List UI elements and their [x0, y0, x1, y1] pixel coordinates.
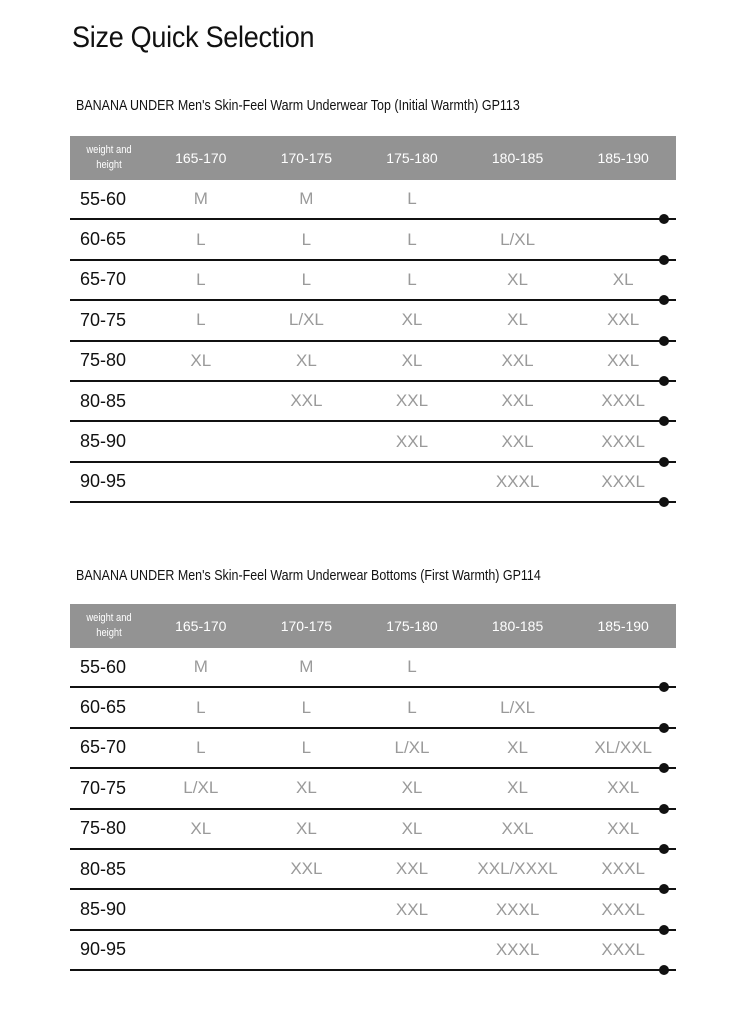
size-table-top [70, 136, 676, 503]
size-cell: XXL [501, 818, 534, 838]
row-label: 55-60 [80, 656, 127, 677]
size-cell: XL [295, 350, 317, 370]
column-header: 175-180 [386, 150, 438, 166]
size-cell: M [193, 189, 208, 209]
size-cell: XL [507, 737, 528, 757]
size-cell: XXXL [601, 899, 645, 919]
row-label: 80-85 [80, 858, 127, 879]
row-label: 85-90 [80, 899, 127, 920]
size-cell: XL [401, 310, 423, 330]
size-cell: L [301, 737, 312, 757]
size-cell: L [407, 269, 417, 289]
row-label: 70-75 [80, 309, 127, 330]
row-label: 60-65 [80, 697, 127, 718]
size-cell: XL [401, 350, 423, 370]
row-label: 85-90 [80, 431, 127, 452]
size-cell: XXL [501, 431, 534, 451]
column-header: 165-170 [175, 618, 227, 634]
size-cell: L [407, 189, 417, 209]
size-cell: XL [507, 310, 528, 330]
size-cell: XL/XXL [594, 737, 652, 757]
size-cell: XL [507, 269, 528, 289]
table-row [70, 342, 676, 382]
size-cell: M [299, 657, 314, 677]
size-cell: XXL [395, 859, 429, 879]
table-row [70, 890, 676, 930]
table-row [70, 422, 676, 462]
corner-label: weight and height [86, 144, 132, 171]
column-header: 185-190 [597, 618, 649, 634]
size-cell: L [196, 697, 206, 717]
size-cell: XXL [395, 899, 429, 919]
column-header: 170-175 [280, 618, 333, 634]
column-header: 180-185 [491, 150, 544, 166]
size-cell: XXXL [495, 939, 540, 959]
row-label: 80-85 [80, 390, 127, 411]
size-cell: XXXL [601, 391, 645, 411]
table-row [70, 931, 676, 971]
column-header: 180-185 [491, 618, 544, 634]
size-cell: L/XL [500, 229, 536, 249]
size-cell: L/XL [394, 737, 430, 757]
size-cell: XXL [395, 391, 429, 411]
table-row [70, 810, 676, 850]
size-cell: XXXL [495, 471, 540, 491]
size-cell: L [407, 657, 417, 677]
corner-label: weight and height [86, 612, 132, 639]
table-row [70, 648, 676, 688]
table-row [70, 688, 676, 728]
size-cell: L/XL [183, 778, 219, 798]
size-cell: XL [612, 269, 634, 289]
column-header: 165-170 [175, 150, 227, 166]
size-cell: XXXL [601, 471, 645, 491]
size-cell: L [407, 229, 417, 249]
size-cell: L [196, 310, 206, 330]
row-label: 75-80 [80, 818, 127, 839]
table-row [70, 261, 676, 301]
table-title-top: BANANA UNDER Men's Skin-Feel Warm Underwear Top (Initial Warmth) GP113 [76, 98, 520, 114]
row-label: 75-80 [80, 350, 127, 371]
size-cell: XL [295, 818, 317, 838]
row-label: 60-65 [80, 229, 127, 250]
size-cell: XXXL [601, 859, 645, 879]
table-row [70, 382, 676, 422]
size-cell: L [196, 737, 206, 757]
size-cell: XL [190, 350, 212, 370]
column-header: 170-175 [280, 150, 333, 166]
size-cell: L [407, 697, 417, 717]
row-label: 70-75 [80, 777, 127, 798]
row-label: 65-70 [80, 737, 127, 758]
table-row [70, 301, 676, 341]
row-label: 90-95 [80, 471, 127, 492]
size-cell: L [196, 229, 206, 249]
size-cell: XXL [290, 859, 323, 879]
size-cell: XXXL [495, 899, 540, 919]
table-header-row [70, 136, 676, 180]
size-cell: L/XL [288, 310, 324, 330]
size-cell: XXXL [601, 431, 645, 451]
size-cell: XL [401, 818, 423, 838]
table-row [70, 180, 676, 220]
table-row [70, 729, 676, 769]
size-cell: L [196, 269, 206, 289]
table-header-row [70, 604, 676, 648]
size-cell: XL [190, 818, 212, 838]
row-label: 65-70 [80, 269, 127, 290]
page-title: Size Quick Selection [72, 21, 315, 54]
size-cell: XXL/XXXL [477, 859, 558, 879]
row-label: 55-60 [80, 188, 127, 209]
size-cell: L/XL [500, 697, 536, 717]
size-cell: XL [401, 778, 423, 798]
table-row [70, 769, 676, 809]
size-cell: XL [507, 778, 528, 798]
size-cell: XXL [607, 818, 640, 838]
size-cell: L [301, 229, 312, 249]
row-label: 90-95 [80, 939, 127, 960]
size-cell: XXL [501, 391, 534, 411]
size-cell: L [301, 697, 312, 717]
table-row [70, 850, 676, 890]
size-cell: XXL [607, 778, 640, 798]
size-cell: XXL [395, 431, 429, 451]
size-cell: M [193, 657, 208, 677]
table-row [70, 220, 676, 260]
size-cell: XL [295, 778, 317, 798]
size-cell: M [299, 189, 314, 209]
size-cell: XXL [290, 391, 323, 411]
size-table-bottoms [70, 604, 676, 971]
size-cell: XXL [607, 350, 640, 370]
size-cell: XXXL [601, 939, 645, 959]
size-cell: XXL [501, 350, 534, 370]
table-row [70, 463, 676, 503]
column-header: 185-190 [597, 150, 649, 166]
column-header: 175-180 [386, 618, 438, 634]
size-cell: XXL [607, 310, 640, 330]
table-title-bottoms: BANANA UNDER Men's Skin-Feel Warm Underwear Bottoms (First Warmth) GP114 [76, 568, 541, 584]
size-cell: L [301, 269, 312, 289]
